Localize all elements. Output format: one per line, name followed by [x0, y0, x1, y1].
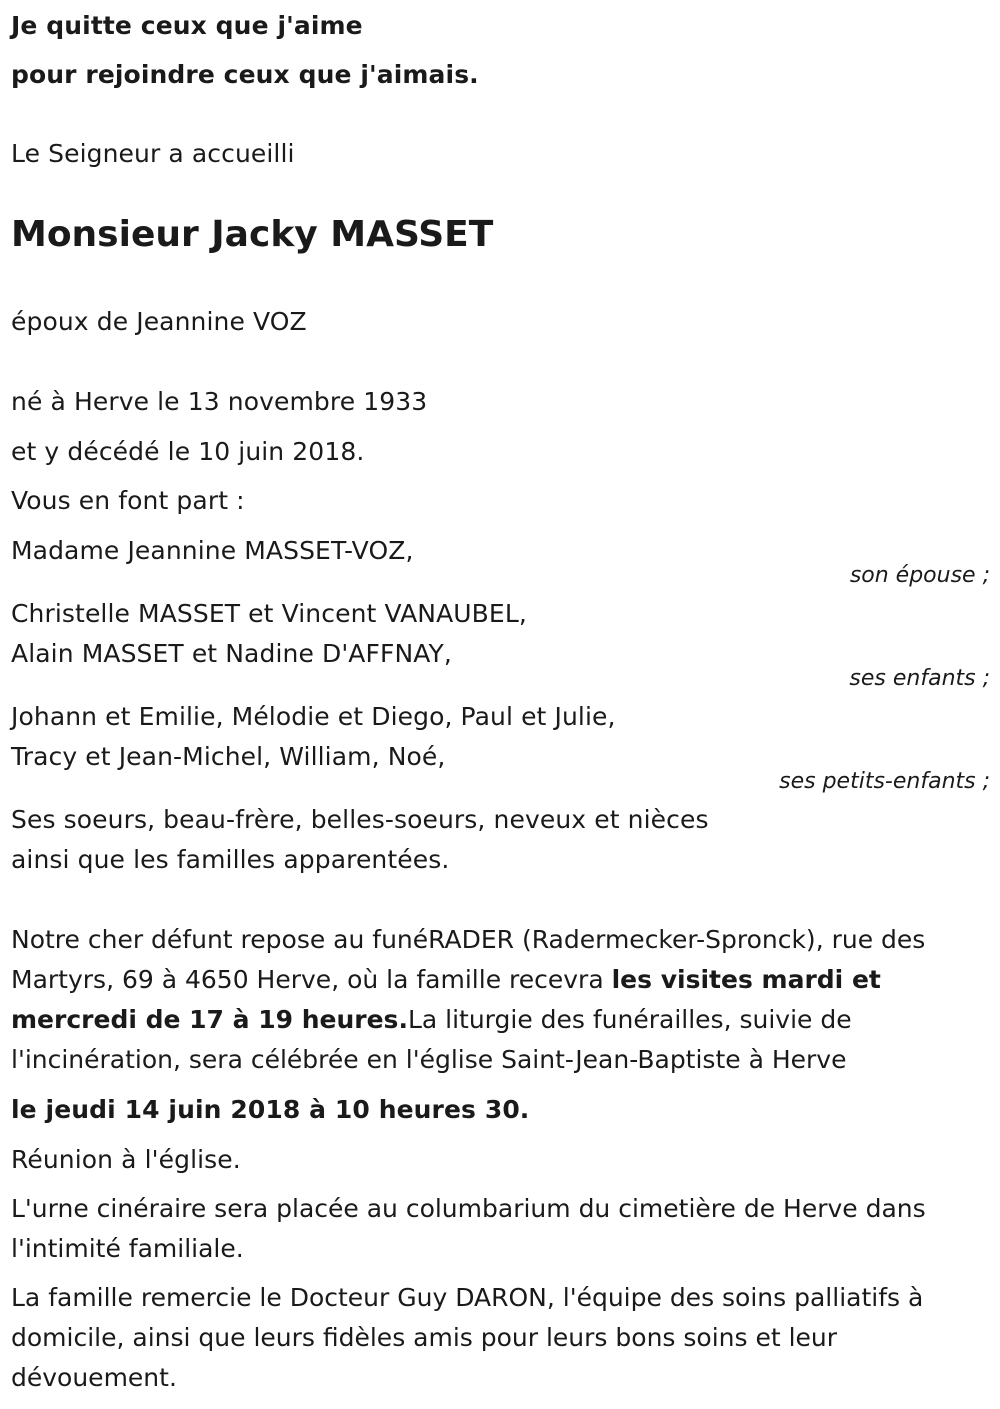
- spouse-line: époux de Jeannine VOZ: [11, 307, 307, 336]
- epitaph-line-1: Je quitte ceux que j'aime: [11, 11, 363, 40]
- funeral-meeting: Réunion à l'église.: [11, 1145, 241, 1174]
- family-spouse-role: son épouse ;: [849, 563, 990, 588]
- family-others-1: Ses soeurs, beau-frère, belles-soeurs, neveux et nièces: [11, 805, 709, 834]
- deceased-name: Monsieur Jacky MASSET: [11, 214, 494, 255]
- family-spouse: Madame Jeannine MASSET-VOZ,: [11, 536, 414, 565]
- intro-text: Le Seigneur a accueilli: [11, 139, 295, 168]
- family-grandchildren-1: Johann et Emilie, Mélodie et Diego, Paul et Julie,: [11, 702, 616, 731]
- family-grandchildren-2: Tracy et Jean-Michel, William, Noé,: [11, 742, 446, 771]
- family-children-1: Christelle MASSET et Vincent VANAUBEL,: [11, 599, 527, 628]
- funeral-text-2: La liturgie des funérailles, suivie de l'incinération, sera célébrée en l'église Saint-Jean-Baptiste à Herve: [11, 1005, 852, 1074]
- funeral-paragraph: [11, 920, 991, 1080]
- family-children-2: Alain MASSET et Nadine D'AFFNAY,: [11, 639, 452, 668]
- funeral-date: le jeudi 14 juin 2018 à 10 heures 30.: [11, 1095, 530, 1124]
- funeral-visits: les visites mardi et mercredi de 17 à 19 heures.: [11, 965, 881, 1034]
- announce-line: Vous en font part :: [11, 486, 245, 515]
- death-line: et y décédé le 10 juin 2018.: [11, 437, 365, 466]
- birth-line: né à Herve le 13 novembre 1933: [11, 387, 428, 416]
- funeral-thanks: La famille remercie le Docteur Guy DARON, l'équipe des soins palliatifs à domicile, ainsi que leurs fidèles amis pour leurs bons soins et leur dévouement.: [11, 1283, 924, 1392]
- family-children-role: ses enfants ;: [849, 666, 990, 691]
- funeral-text-1: Notre cher défunt repose au funéRADER (Radermecker-Spronck), rue des Martyrs, 69 à 4650 Herve, où la famille recevra: [11, 925, 926, 994]
- family-others-2: ainsi que les familles apparentées.: [11, 845, 450, 874]
- epitaph-line-2: pour rejoindre ceux que j'aimais.: [11, 60, 479, 89]
- funeral-urn: L'urne cinéraire sera placée au columbarium du cimetière de Herve dans l'intimité familiale.: [11, 1194, 926, 1263]
- family-grandchildren-role: ses petits-enfants ;: [779, 769, 990, 794]
